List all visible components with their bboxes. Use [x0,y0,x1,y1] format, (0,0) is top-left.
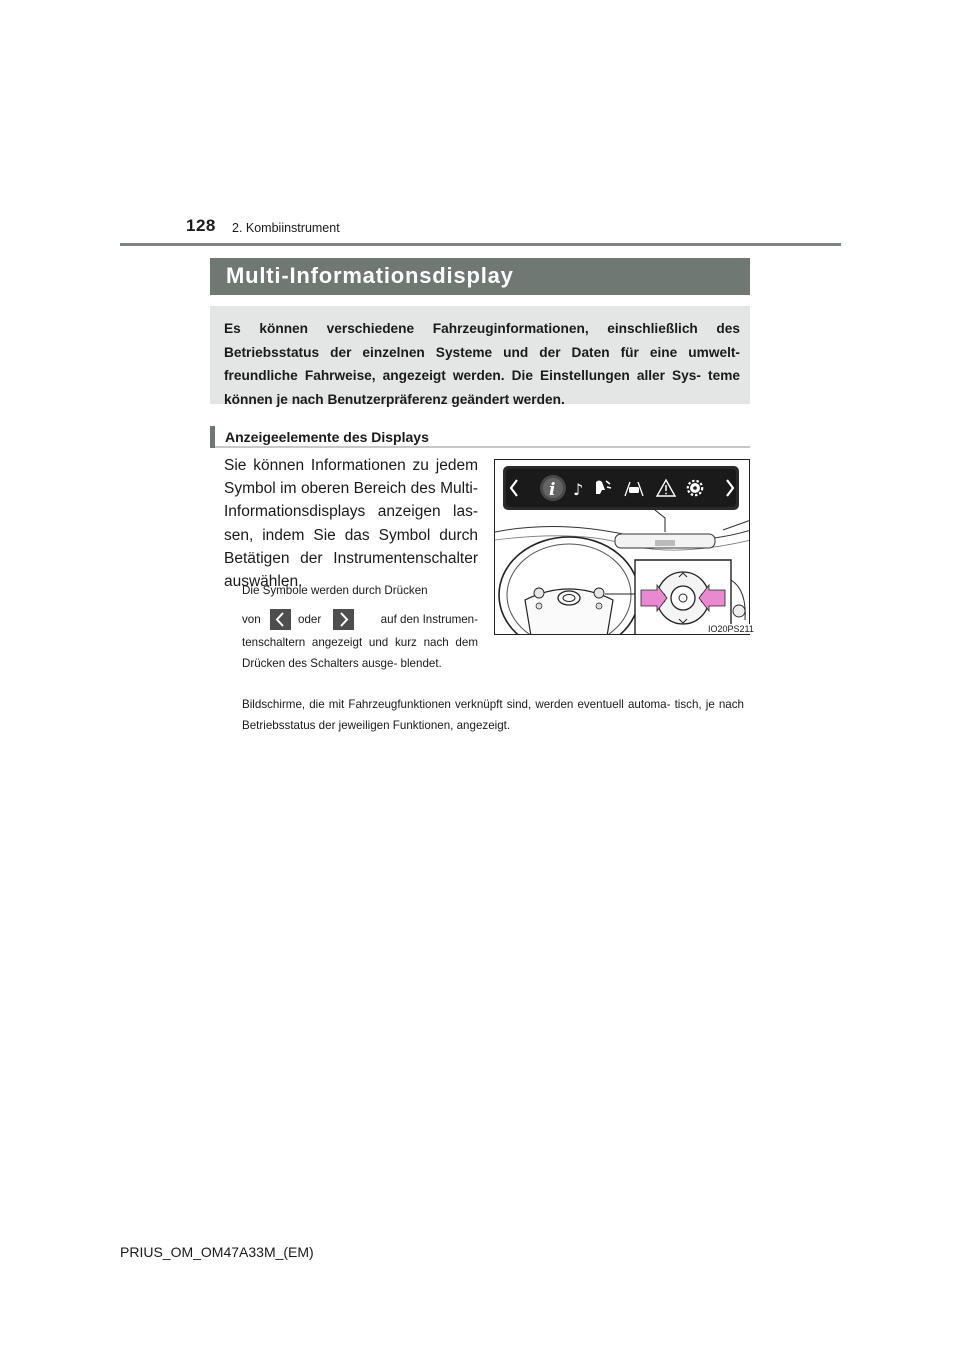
section-title-bar [210,258,750,295]
svg-text:i: i [549,480,556,500]
figure-steering-wheel [494,459,750,635]
right-arrow-key-icon [333,609,354,630]
note-inline-row [242,609,478,631]
left-arrow-key-icon [270,609,291,630]
note-von: von [242,613,261,626]
figure-code: IO20PS211 [708,624,754,634]
heading-underline [215,446,750,448]
footer-document-id: PRIUS_OM_OM47A33M_(EM) [120,1244,314,1260]
body-text: Sie können Informationen zu jedem Symbol im oberen Bereich des Multi- Informationsdisplays anzeigen las- sen, indem Sie das Symbol durch Betätigen der Instrumentenschalter auswählen. [224,457,478,591]
page-title: Multi-Informationsdisplay [226,263,514,288]
note-rest: auf den Instrumen- [380,613,478,626]
note-line: Die Symbole werden durch Drücken [242,584,428,597]
note-continuation: tenschaltern angezeigt und kurz nach dem Drücken des Schalters ausge- blendet. [242,636,478,670]
chapter-title: 2. Kombiinstrument [232,221,340,235]
header-divider [120,243,841,246]
note-auto-display: Bildschirme, die mit Fahrzeugfunktionen verknüpft sind, werden eventuell automa- tisch, je nach Betriebsstatus der jeweiligen Funktionen, angezeigt. [242,698,744,732]
intro-box [210,306,750,407]
subsection-heading [210,426,750,448]
music-note-icon [573,480,583,499]
page-number: 128 [186,216,216,235]
subsection-title: Anzeigeelemente des Displays [225,429,429,445]
note-oder: oder [298,613,322,626]
intro-text: Es können verschiedene Fahrzeuginformationen, einschließlich des Betriebsstatus der einzelnen Systeme und der Daten für eine umwelt- freundliche Fahrweise, angezeigt werden. Die Einstellungen aller Sys- teme können je nach Benutzerpräferenz geändert werden. [224,321,740,407]
svg-text:♪: ♪ [573,480,584,499]
info-icon [540,475,566,501]
heading-marker [210,426,215,448]
